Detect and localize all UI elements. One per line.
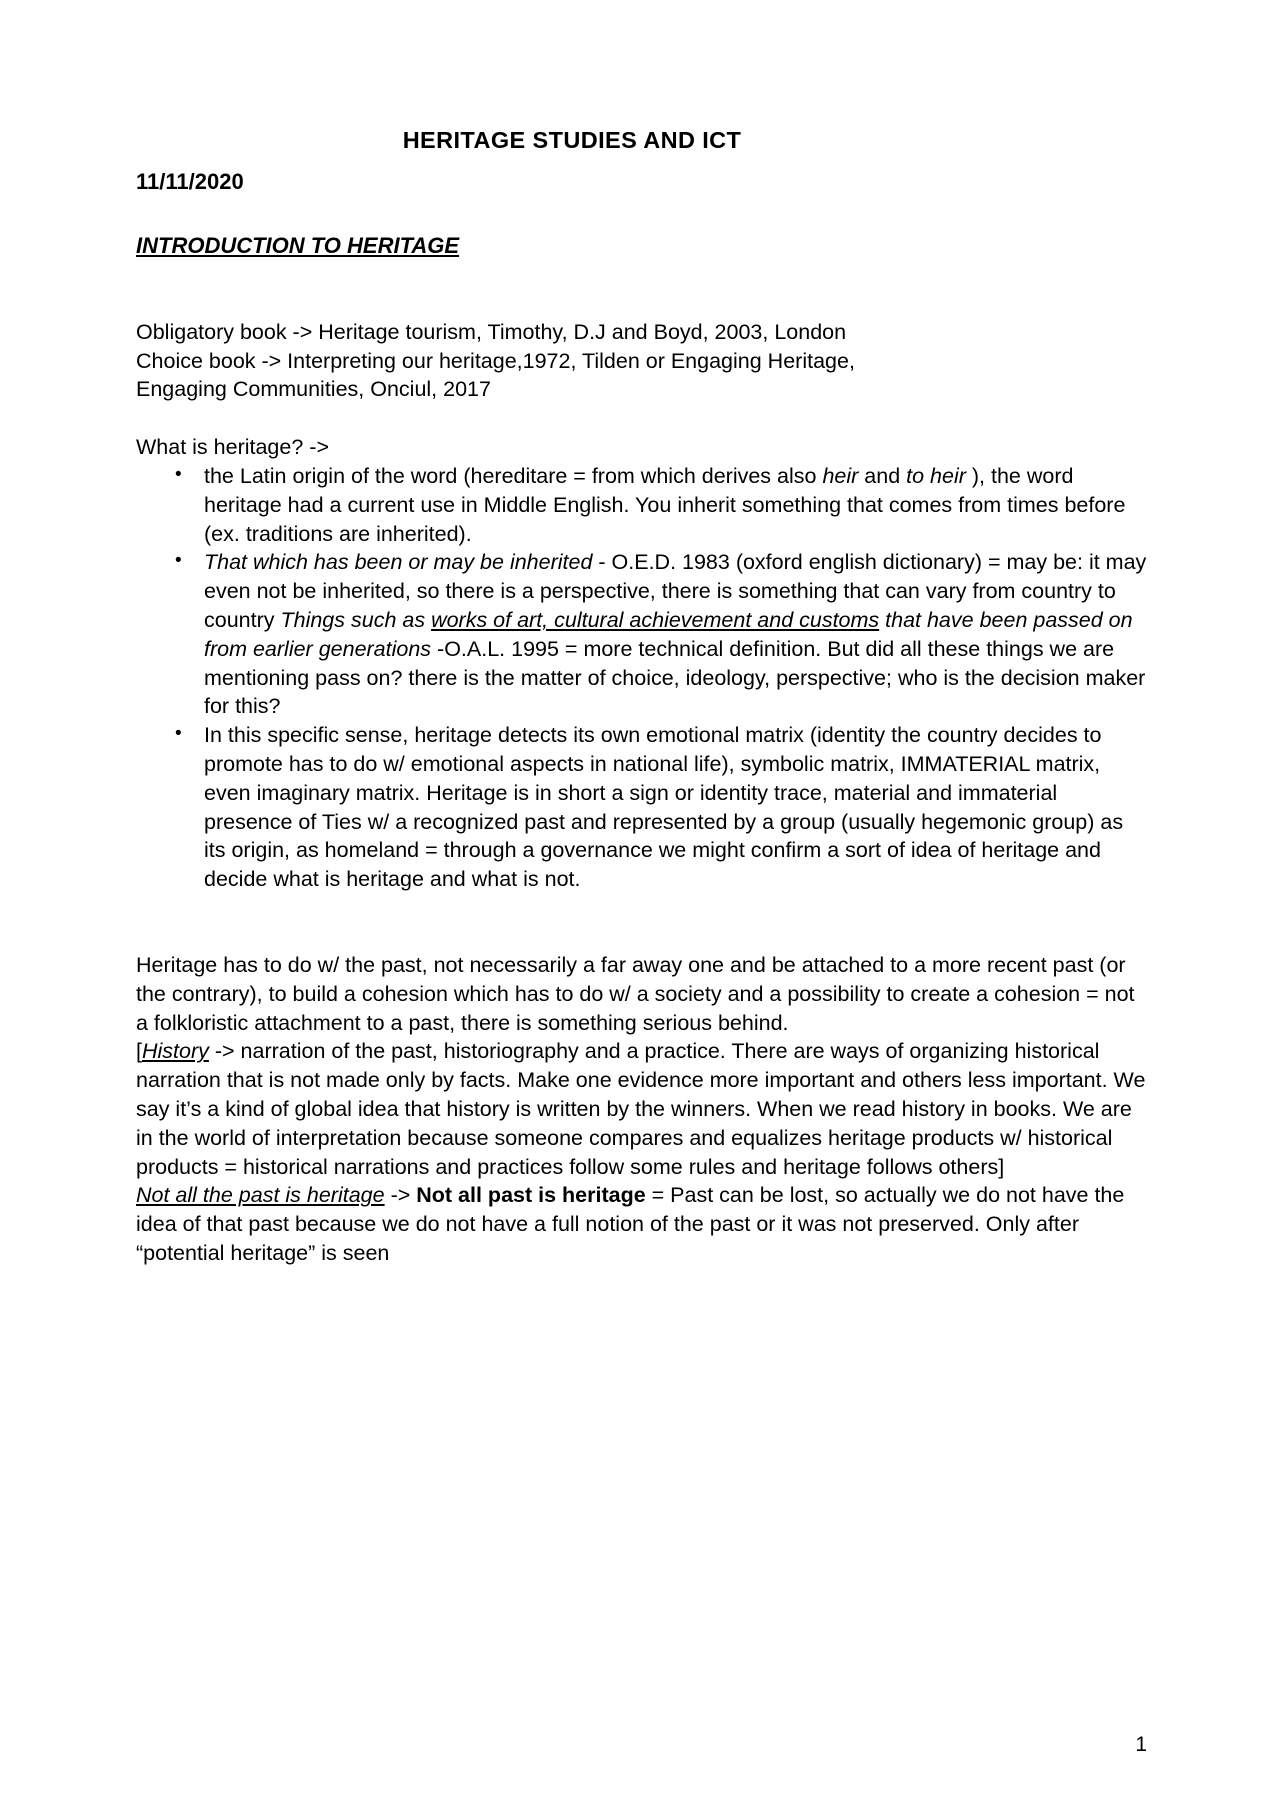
section-heading-introduction: INTRODUCTION TO HERITAGE bbox=[136, 233, 460, 259]
not-all-past-paragraph: Not all the past is heritage -> Not all past is heritage = Past can be lost, so actually we do not have the idea of that past because we do not have a full notion of the past or it was not preserved. Only after “potential heritage” is seen bbox=[136, 1183, 1125, 1265]
choice-book-text-line2: Engaging Communities, Onciul, 2017 bbox=[136, 377, 491, 402]
page-title: HERITAGE STUDIES AND ICT bbox=[402, 127, 742, 153]
obligatory-book-line bbox=[136, 318, 1148, 404]
obligatory-book-text: Obligatory book -> Heritage tourism, Timothy, D.J and Boyd, 2003, London bbox=[136, 319, 847, 344]
history-paragraph: [History -> narration of the past, historiography and a practice. There are ways of organizing historical narration that is not made only by facts. Make one evidence more important and others less important. We say it’s a kind of global idea that history is written by the winners. When we read history in books. We are in the world of interpretation because someone compares and equalizes heritage products w/ historical products = historical narrations and practices follow some rules and heritage follows others] bbox=[136, 1039, 1146, 1179]
list-item: • In this specific sense, heritage detects its own emotional matrix (identity the country decides to promote has to do w/ emotional aspects in national life), symbolic matrix, IMMATERIAL matrix, even imaginary matrix. Heritage is in short a sign or identity trace, material and immaterial presence of Ties w/ a recognized past and represented by a group (usually hegemonic group) as its origin, as homeland = through a governance we might confirm a sort of idea of heritage and decide what is heritage and what is not. bbox=[136, 721, 1148, 894]
what-is-heritage-prompt: What is heritage? -> bbox=[136, 435, 329, 460]
page-number: 1 bbox=[1135, 1733, 1147, 1756]
closing-paragraph-one: Heritage has to do w/ the past, not necessarily a far away one and be attached to a more recent past (or the contrary), to build a cohesion which has to do w/ a society and a possibility to create a cohesion = not a folkloristic attachment to a past, there is something serious behind. bbox=[136, 952, 1135, 1035]
document-date: 11/11/2020 bbox=[136, 168, 244, 194]
choice-book-text-line1: Choice book -> Interpreting our heritage,1972, Tilden or Engaging Heritage, bbox=[136, 348, 855, 373]
heritage-definition-list bbox=[136, 462, 1148, 894]
list-item: • the Latin origin of the word (hereditare = from which derives also heir and to heir ), the word heritage had a current use in Middle English. You inherit something that comes from times before (ex. traditions are inherited). bbox=[136, 462, 1148, 548]
list-item: • That which has been or may be inherited - O.E.D. 1983 (oxford english dictionary) = may be: it may even not be inherited, so there is a perspective, there is something that can vary from country to country Things such as works of art, cultural achievement and customs that have been passed on from earlier generations -O.A.L. 1995 = more technical definition. But did all these things we are mentioning pass on? there is the matter of choice, ideology, perspective; who is the decision maker for this? bbox=[136, 548, 1148, 721]
